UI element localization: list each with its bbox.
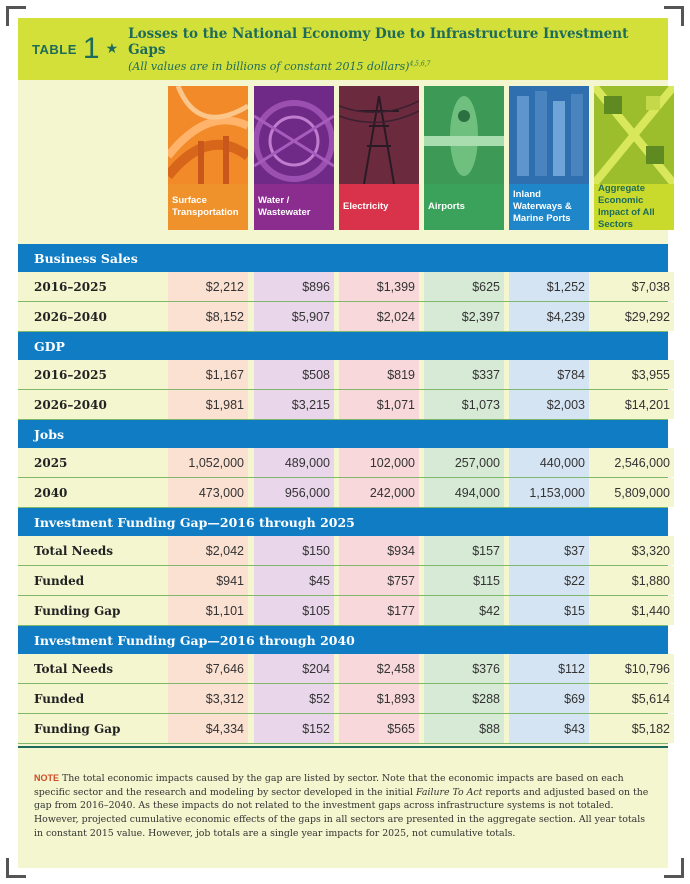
table-cell: 1,052,000 <box>168 448 248 477</box>
star-icon: ★ <box>105 41 119 57</box>
table-cell: 494,000 <box>424 478 504 507</box>
table-row <box>18 302 668 332</box>
table-cell: $288 <box>424 684 504 713</box>
aggregate-collage-photo <box>594 86 674 184</box>
column-label-text: Inland Waterways & Marine Ports <box>513 189 572 224</box>
section-header: GDP <box>18 332 668 360</box>
table-cell: $10,796 <box>594 654 674 683</box>
table-cell: 257,000 <box>424 448 504 477</box>
table-cell: $1,440 <box>594 596 674 625</box>
table-cell: $2,042 <box>168 536 248 565</box>
column-label-text: Surface Transportation <box>172 195 239 218</box>
row-label: Funding Gap <box>34 603 121 618</box>
table-bottom-rule <box>18 746 668 748</box>
row-label: Funding Gap <box>34 721 121 736</box>
table-row <box>18 536 668 566</box>
table-cell: $204 <box>254 654 334 683</box>
column-label-electricity <box>339 184 419 230</box>
column-header-airports <box>424 86 504 230</box>
table-cell: $157 <box>424 536 504 565</box>
table-cell: 473,000 <box>168 478 248 507</box>
table-cell: $52 <box>254 684 334 713</box>
table-subtitle-refs: 4,5,6,7 <box>409 59 431 67</box>
row-label: 2040 <box>34 485 68 500</box>
electricity-photo <box>339 86 419 184</box>
table-cell: $105 <box>254 596 334 625</box>
table-cell: $784 <box>509 360 589 389</box>
table-row <box>18 596 668 626</box>
section-header: Jobs <box>18 420 668 448</box>
column-header-electricity <box>339 86 419 230</box>
table-cell: $2,212 <box>168 272 248 301</box>
table-label: TABLE <box>32 41 77 57</box>
table-cell: $37 <box>509 536 589 565</box>
row-label: 2016–2025 <box>34 367 107 382</box>
table-cell: $3,312 <box>168 684 248 713</box>
table-subtitle-text: (All values are in billions of constant 2015 dollars) <box>128 59 410 73</box>
row-label: Total Needs <box>34 543 113 558</box>
column-label-text: Aggregate Economic Impact of All Sectors <box>598 183 655 230</box>
column-label-water-wastewater <box>254 184 334 230</box>
table-cell: 489,000 <box>254 448 334 477</box>
table-header <box>18 18 668 80</box>
table-note <box>18 758 668 868</box>
table-cell: $42 <box>424 596 504 625</box>
table-cell: $177 <box>339 596 419 625</box>
table-cell: $1,073 <box>424 390 504 419</box>
table-cell: $1,071 <box>339 390 419 419</box>
table-row <box>18 566 668 596</box>
table-cell: $3,320 <box>594 536 674 565</box>
section-header: Investment Funding Gap—2016 through 2025 <box>18 508 668 536</box>
column-label-airports <box>424 184 504 230</box>
row-label: 2026–2040 <box>34 309 107 324</box>
table-cell: $7,646 <box>168 654 248 683</box>
table-cell: $934 <box>339 536 419 565</box>
table-cell: $14,201 <box>594 390 674 419</box>
table-cell: 242,000 <box>339 478 419 507</box>
column-label-text: Airports <box>428 201 465 213</box>
table-cell: $112 <box>509 654 589 683</box>
table-cell: $337 <box>424 360 504 389</box>
table-cell: $69 <box>509 684 589 713</box>
table-cell: $565 <box>339 714 419 743</box>
note-key: NOTE <box>34 773 60 783</box>
table-cell: $1,893 <box>339 684 419 713</box>
table-cell: $896 <box>254 272 334 301</box>
table-cell: $625 <box>424 272 504 301</box>
column-label-inland-waterways <box>509 184 589 230</box>
note-text-1: The total economic impacts caused by the gap are listed by sector. Note that the economic impacts are based on each specific sector and the research and modeling by sector developed in the initial <box>34 773 624 798</box>
column-header-surface-transportation <box>168 86 248 230</box>
table-cell: 102,000 <box>339 448 419 477</box>
table-row <box>18 390 668 420</box>
table-cell: $45 <box>254 566 334 595</box>
table-row <box>18 714 668 744</box>
table-cell: $29,292 <box>594 302 674 331</box>
inland-waterways-photo <box>509 86 589 184</box>
section-header: Investment Funding Gap—2016 through 2040 <box>18 626 668 654</box>
table-cell: $115 <box>424 566 504 595</box>
table-cell: $2,024 <box>339 302 419 331</box>
column-label-surface-transportation <box>168 184 248 230</box>
table-cell: $819 <box>339 360 419 389</box>
table-cell: $8,152 <box>168 302 248 331</box>
table-cell: 2,546,000 <box>594 448 674 477</box>
table-cell: $4,239 <box>509 302 589 331</box>
table-cell: $1,167 <box>168 360 248 389</box>
table-row <box>18 654 668 684</box>
table-cell: 5,809,000 <box>594 478 674 507</box>
row-label: Funded <box>34 691 85 706</box>
table-cell: $2,003 <box>509 390 589 419</box>
column-header-aggregate <box>594 86 674 230</box>
table-row <box>18 478 668 508</box>
column-label-aggregate <box>594 184 674 230</box>
table-frame <box>14 14 676 872</box>
note-text-italic: Failure To Act <box>416 786 483 798</box>
table-cell: $88 <box>424 714 504 743</box>
table-cell: $7,038 <box>594 272 674 301</box>
title-block <box>128 26 668 73</box>
table-cell: $5,614 <box>594 684 674 713</box>
row-label: Total Needs <box>34 661 113 676</box>
table-cell: $508 <box>254 360 334 389</box>
table-cell: $22 <box>509 566 589 595</box>
table-cell: $5,907 <box>254 302 334 331</box>
table-cell: $15 <box>509 596 589 625</box>
table-cell: $4,334 <box>168 714 248 743</box>
row-label: 2016–2025 <box>34 279 107 294</box>
surface-transportation-photo <box>168 86 248 184</box>
section-header: Business Sales <box>18 244 668 272</box>
table-cell: $1,101 <box>168 596 248 625</box>
table-cell: 956,000 <box>254 478 334 507</box>
table-cell: $1,252 <box>509 272 589 301</box>
table-number: 1 <box>82 32 100 65</box>
table-cell: $1,981 <box>168 390 248 419</box>
column-label-text: Water / Wastewater <box>258 195 311 218</box>
table-cell: $152 <box>254 714 334 743</box>
table-cell: $3,955 <box>594 360 674 389</box>
table-cell: $1,880 <box>594 566 674 595</box>
column-header-water-wastewater <box>254 86 334 230</box>
table-row <box>18 448 668 478</box>
table-row <box>18 360 668 390</box>
table-cell: 440,000 <box>509 448 589 477</box>
table-cell: $2,458 <box>339 654 419 683</box>
table-cell: $941 <box>168 566 248 595</box>
row-label: Funded <box>34 573 85 588</box>
table-cell: $5,182 <box>594 714 674 743</box>
table-cell: $43 <box>509 714 589 743</box>
table-cell: $1,399 <box>339 272 419 301</box>
table-cell: $757 <box>339 566 419 595</box>
table-cell: $2,397 <box>424 302 504 331</box>
table-subtitle <box>128 60 668 73</box>
table-row <box>18 272 668 302</box>
table-cell: $150 <box>254 536 334 565</box>
airports-photo <box>424 86 504 184</box>
table-cell: 1,153,000 <box>509 478 589 507</box>
table-cell: $376 <box>424 654 504 683</box>
note-text-2: reports and adjusted based on the gap from 2016–2040. As these impacts do not related to the investment gaps across infrastructure systems is not totaled. However, projected cumulative economic effects of the gaps in all sectors are presented in the aggregate section. All year totals in constant 2015 value. However, job totals are a single year impacts for 2025, not cumulative totals. <box>34 786 649 839</box>
water-wastewater-photo <box>254 86 334 184</box>
column-label-text: Electricity <box>343 201 389 213</box>
row-label: 2025 <box>34 455 68 470</box>
table-cell: $3,215 <box>254 390 334 419</box>
column-header-inland-waterways <box>509 86 589 230</box>
row-label: 2026–2040 <box>34 397 107 412</box>
table-row <box>18 684 668 714</box>
table-title: Losses to the National Economy Due to Infrastructure Investment Gaps <box>128 25 629 58</box>
